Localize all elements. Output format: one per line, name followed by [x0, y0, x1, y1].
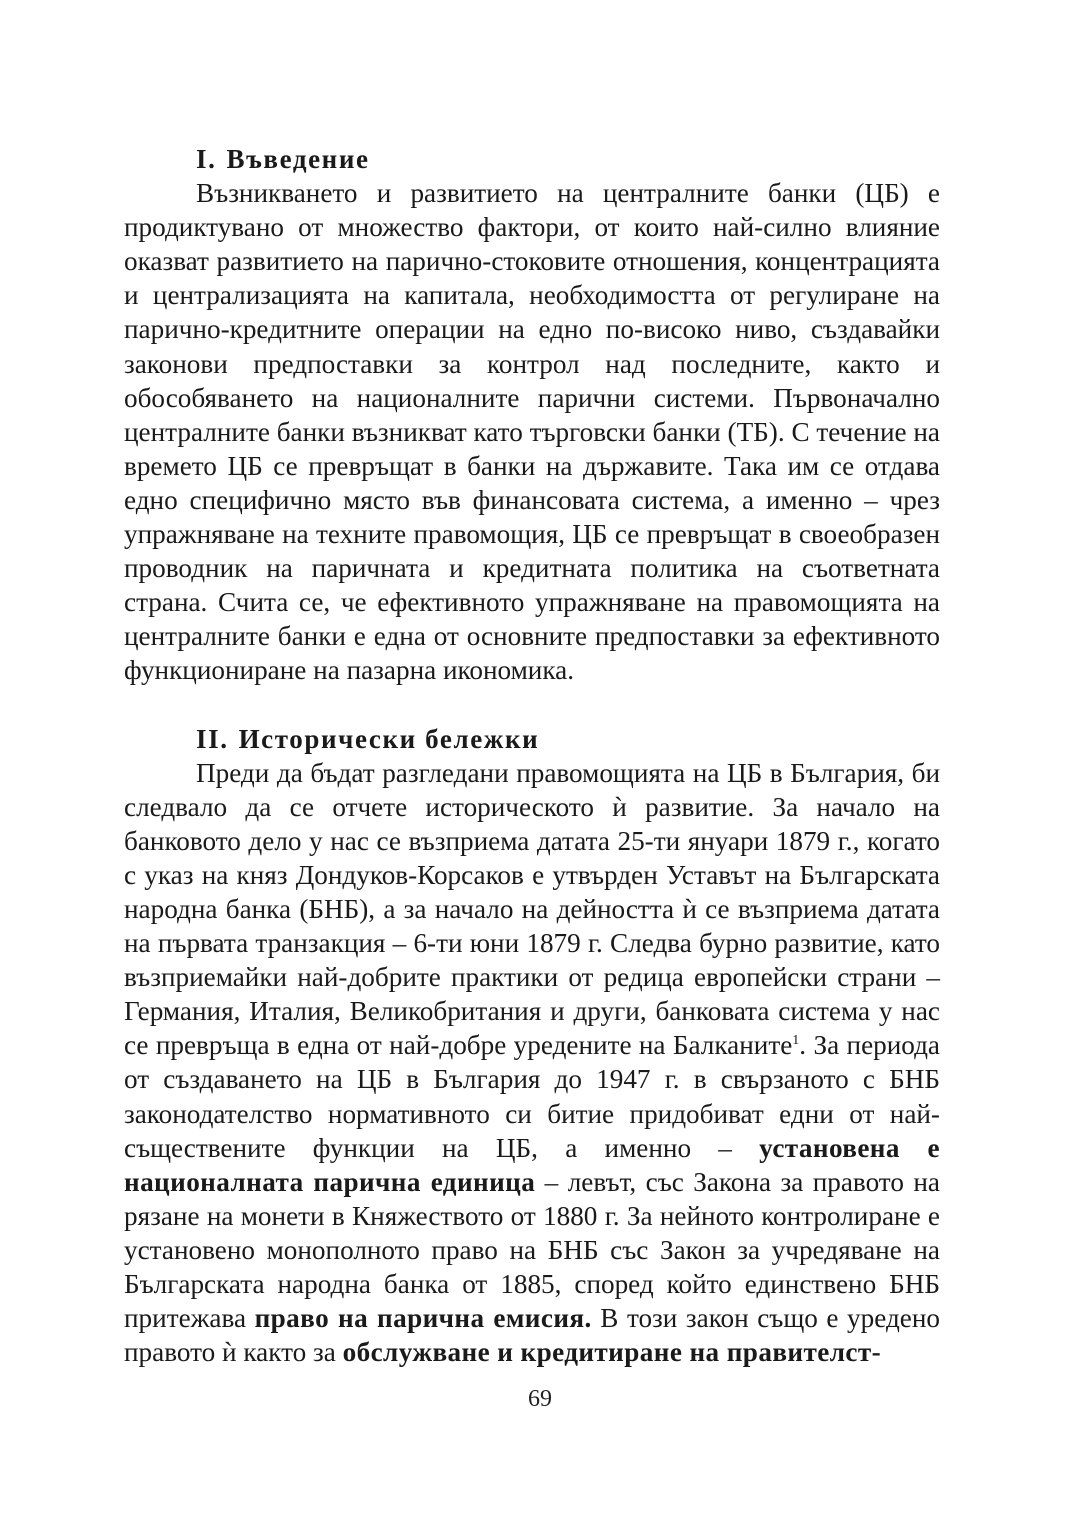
footnote-reference: 1: [792, 1033, 800, 1049]
section-spacer: [124, 688, 940, 722]
section-number: I.: [196, 144, 217, 174]
section-title: Въведение: [226, 144, 370, 174]
paragraph-text: – левът, със Закона за правото на рязане на монети в Княжеството от 1880 г. За нейното контролиране е установено монополното право на БНБ със Закон за учредяване на Българската народна банка от 1885, според който единствено БНБ притежава: [124, 1166, 940, 1334]
section-number: II.: [196, 723, 229, 754]
bold-term: обслужване и кредитиране на правителст-: [342, 1337, 882, 1368]
section-heading-historical-notes: [124, 722, 940, 756]
page-body: [124, 142, 940, 1369]
bold-term: установена е националната парична единица: [124, 1132, 940, 1197]
paragraph-text: . За периода от създаването на ЦБ в България до 1947 г. в свързаното с БНБ законодателство нормативното си битие придобиват едни от най-съществените функции на ЦБ, а именно –: [124, 1030, 940, 1163]
page-number: 69: [528, 1386, 552, 1412]
paragraph-text: В този закон също е уредено правото ѝ както за: [124, 1303, 940, 1368]
introduction-paragraph: Възникването и развитието на централните банки (ЦБ) е продиктувано от множество фактори, от които най-силно влияние оказват развитието на парично-стоковите отношения, концентрацията и централизацията на капитала, необходимостта от регулиране на парично-кредитните операции на едно по-високо ниво, създавайки законови предпоставки за контрол над последните, както и обособяването на националните парични системи. Първоначално централните банки възникват като търговски банки (ТБ). С течение на времето ЦБ се превръщат в банки на държавите. Така им се отдава едно специфично място във финансовата система, а именно – чрез упражняване на техните правомощия, ЦБ се превръщат в своеобразен проводник на паричната и кредитната политика на съответната страна. Счита се, че ефективното упражняване на правомощията на централните банки е една от основните предпоставки за ефективното функциониране на пазарна икономика.: [124, 178, 940, 686]
section-title: Исторически бележки: [238, 723, 540, 754]
paragraph-text: Преди да бъдат разгледани правомощията на ЦБ в България, би следвало да се отчете историческото ѝ развитие. За начало на банковото дело у нас се възприема датата 25-ти януари 1879 г., когато с указ на княз Дондуков-Корсаков е утвърден Уставът на Българската народна банка (БНБ), а за начало на дейността ѝ се възприема датата на първата транзакция – 6-ти юни 1879 г. Следва бурно развитие, като възприемайки най-добрите практики от редица европейски страни – Германия, Италия, Великобритания и други, банковата система у нас се превръща в една от най-добре уредените на Балканите: [124, 757, 940, 1061]
section-heading-introduction: [124, 142, 940, 176]
bold-term: право на парична емисия.: [254, 1303, 592, 1334]
historical-notes-paragraph: [124, 756, 940, 1370]
